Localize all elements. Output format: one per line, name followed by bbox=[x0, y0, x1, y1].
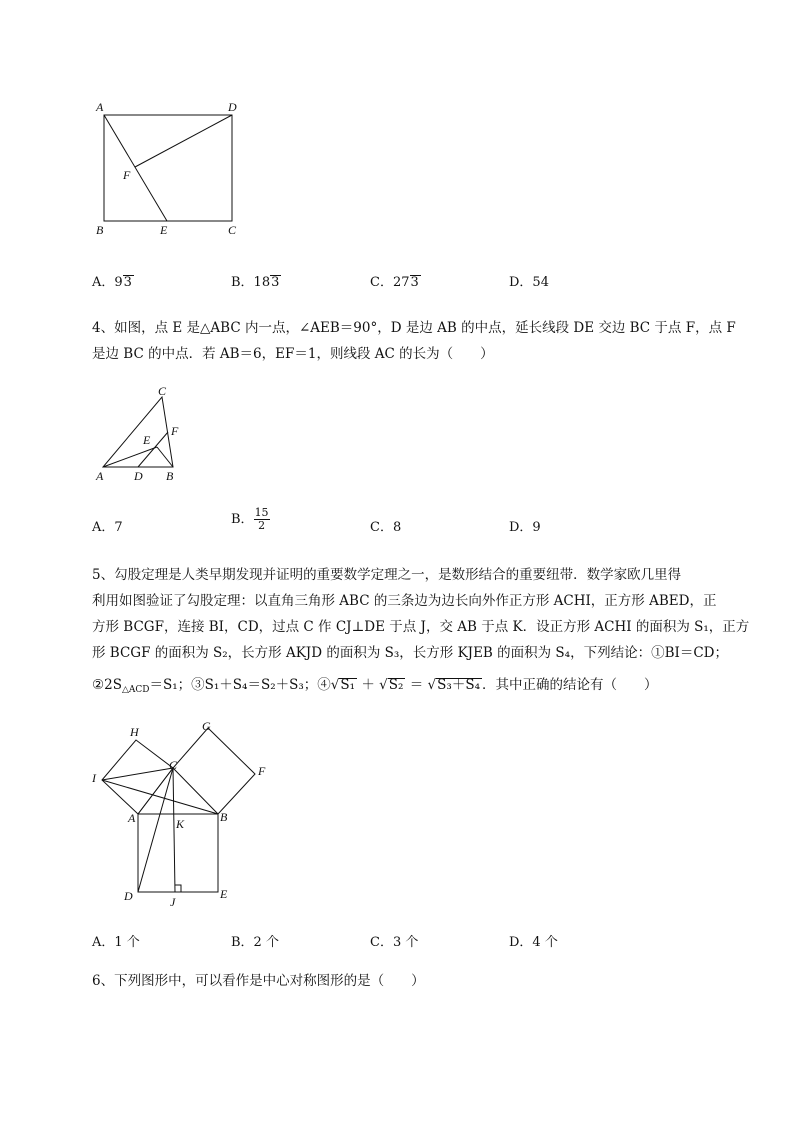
q4-option-b-fraction bbox=[254, 507, 270, 532]
q5-square-achi bbox=[102, 740, 173, 814]
q5-segment-ic bbox=[102, 768, 173, 780]
q5-stem-line3: 方形 BCGF，连接 BI，CD，过点 C 作 CJ⊥DE 于点 J，交 AB 于点 K．设正方形 ACHI 的面积为 S₁，正方 bbox=[92, 619, 750, 635]
q4-option-a: A．7 bbox=[92, 520, 123, 535]
q3-option-a bbox=[92, 271, 134, 290]
q5-label-f: F bbox=[258, 764, 266, 778]
q5-label-b: B bbox=[220, 810, 228, 824]
q3-option-b bbox=[231, 271, 281, 290]
q3-label-b: B bbox=[96, 223, 104, 237]
q4-option-b bbox=[231, 507, 270, 532]
q4-figure bbox=[90, 385, 200, 485]
q3-label-c: C bbox=[228, 223, 237, 237]
q5-line5-part-c: ．其中正确的结论有（ ） bbox=[481, 677, 658, 693]
q5-right-angle-mark bbox=[175, 885, 181, 892]
q4-stem-line1: 4、如图，点 E 是△ABC 内一点，∠AEB＝90°，D 是边 AB 的中点，延长线段 DE 交边 BC 于点 F，点 F bbox=[92, 320, 736, 336]
q5-option-a: A．1 个 bbox=[92, 935, 140, 950]
q5-label-i: I bbox=[92, 771, 96, 785]
q4-option-b-denominator: 2 bbox=[258, 519, 266, 532]
q3-label-a: A bbox=[96, 100, 104, 114]
q5-label-a: A bbox=[128, 811, 136, 825]
q5-segment-cd bbox=[138, 768, 173, 892]
q5-option-c: C．3 个 bbox=[370, 935, 419, 950]
q5-line5-equals: ＝ bbox=[405, 677, 428, 693]
q3-label-f: F bbox=[123, 168, 131, 182]
q3-option-a-prefix: A．9 bbox=[92, 275, 123, 290]
q5-line5-part-b: ＝S₁；③S₁＋S₄＝S₂＋S₃；④ bbox=[149, 677, 331, 693]
q4-label-c: C bbox=[158, 385, 167, 398]
q4-option-c: C．8 bbox=[370, 520, 402, 535]
q4-option-d: D．9 bbox=[509, 520, 541, 535]
q6-stem-line1: 6、下列图形中，可以看作是中心对称图形的是（ ） bbox=[92, 973, 425, 989]
q5-option-b: B．2 个 bbox=[231, 935, 279, 950]
q3-option-c bbox=[370, 271, 421, 290]
q3-option-b-prefix: B．18 bbox=[231, 275, 271, 290]
q5-line5-subscript: △ACD bbox=[121, 685, 150, 695]
q5-square-bcgf bbox=[173, 728, 255, 814]
q5-label-j: J bbox=[170, 895, 176, 909]
q5-stem-line2: 利用如图验证了勾股定理：以直角三角形 ABC 的三条边为边长向外作正方形 ACHI，正方形 ABED，正 bbox=[92, 593, 717, 609]
q3-label-e: E bbox=[160, 223, 168, 237]
q3-option-c-radicand: 3 bbox=[410, 275, 419, 290]
q3-segment-ae bbox=[104, 115, 167, 221]
q5-label-h: H bbox=[130, 725, 139, 739]
q5-segment-cj bbox=[173, 768, 175, 892]
q4-label-e: E bbox=[143, 433, 151, 447]
q5-label-d: D bbox=[124, 889, 133, 903]
q3-figure bbox=[90, 95, 250, 245]
q4-option-b-prefix: B． bbox=[231, 512, 254, 527]
q3-label-d: D bbox=[228, 100, 237, 114]
q3-option-c-prefix: C．27 bbox=[370, 275, 410, 290]
q5-segment-ai2 bbox=[138, 768, 173, 814]
q3-segment-df bbox=[135, 115, 232, 167]
q5-line5-plus: ＋ bbox=[357, 677, 380, 693]
q5-stem-line5: $②2S_{\triangle ACD}=S_1$；③S₁＋S₄＝S₂＋S₃；④√S₁ ＋ √S₂ ＝ √S₃＋S₄ ．其中正确的结论有（ ） bbox=[92, 677, 658, 695]
q5-line5-part-a: ②2S bbox=[92, 677, 122, 693]
q5-line5-radicand-2: S₂ bbox=[388, 677, 404, 693]
q5-line5-radicand-3: S₃＋S₄ bbox=[437, 677, 480, 693]
q5-stem-line1: 5、勾股定理是人类早期发现并证明的重要数学定理之一，是数形结合的重要纽带．数学家欧几里得 bbox=[92, 567, 682, 583]
q4-triangle-abc bbox=[103, 397, 173, 467]
q5-label-e: E bbox=[220, 887, 228, 901]
q4-stem-line2: 是边 BC 的中点．若 AB＝6，EF＝1，则线段 AC 的长为（ ） bbox=[92, 346, 494, 362]
q5-stem-line4: 形 BCGF 的面积为 S₂，长方形 AKJD 的面积为 S₃，长方形 KJEB 的面积为 S₄，下列结论：①BI＝CD； bbox=[92, 645, 729, 661]
q3-option-b-radicand: 3 bbox=[271, 275, 280, 290]
q4-label-b: B bbox=[166, 469, 174, 483]
q4-label-f: F bbox=[171, 424, 179, 438]
q5-option-d: D．4 个 bbox=[509, 935, 558, 950]
q4-label-a: A bbox=[96, 469, 104, 483]
q4-option-b-numerator: 15 bbox=[254, 506, 269, 519]
q3-option-d: D．54 bbox=[509, 275, 549, 290]
q5-label-c: C bbox=[169, 758, 178, 772]
q5-line5-radicand-1: S₁ bbox=[340, 677, 356, 693]
q5-label-g: G bbox=[202, 719, 211, 733]
q3-option-a-radicand: 3 bbox=[123, 275, 132, 290]
q5-figure bbox=[88, 718, 278, 910]
q4-label-d: D bbox=[134, 469, 143, 483]
q5-label-k: K bbox=[176, 817, 185, 831]
